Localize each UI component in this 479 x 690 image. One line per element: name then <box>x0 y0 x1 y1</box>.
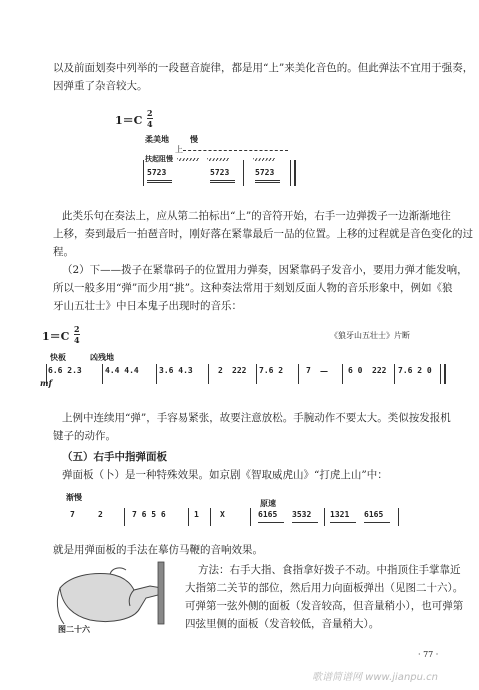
barline <box>243 160 244 186</box>
time-signature-num: 2 <box>147 108 153 118</box>
dynamic-marking: mf <box>40 378 52 388</box>
tempo-marking: 快板 <box>50 352 66 362</box>
underline <box>292 522 318 523</box>
paragraph-line: 方法：右手大指、食指拿好拨子不动。中指顶住手掌靠近 <box>198 564 461 576</box>
figure-26 <box>50 558 180 640</box>
barline <box>156 364 157 384</box>
note: 7 <box>306 366 311 375</box>
note: 222 <box>232 366 247 375</box>
paragraph-line: 可弹第一弦外侧的面板（发音较高，但音量稍小），也可弹第 <box>185 600 464 612</box>
watermark: 歌谱简谱网 www.jianpu.cn <box>312 672 438 683</box>
dash: — <box>320 366 328 376</box>
paragraph-line: 因弹重了杂音较大。 <box>53 80 148 92</box>
barline <box>208 364 209 384</box>
key-signature: 1＝C <box>115 114 143 127</box>
music-example-2 <box>40 322 460 390</box>
hand-illustration <box>50 558 180 628</box>
tempo-marking-2: 慢 <box>190 134 198 144</box>
note: 7 6 5 6 <box>132 510 166 519</box>
note: 2 <box>218 366 223 375</box>
underline <box>255 180 280 181</box>
paragraph-line: 大指第二关节的部位，然后用力向面板弹出（见图二十六）。 <box>185 582 464 594</box>
barline <box>398 508 399 526</box>
tremolo-mark <box>207 158 229 161</box>
paragraph-line: 此类乐句在奏法上，应从第二拍标出“上”的音符开始，右手一边弹拨子一边渐渐地往 <box>62 210 451 222</box>
paragraph-line: （2）下——拨子在紧靠码子的位置用力弹奏，因紧靠码子发音小，要用力弹才能发响， <box>62 264 468 276</box>
tempo-marking-2: 原速 <box>260 498 276 508</box>
source-title: 《狼牙山五壮士》片断 <box>330 331 410 340</box>
note: 7 <box>70 510 75 519</box>
note: 222 <box>372 366 387 375</box>
barline <box>342 364 343 384</box>
note-group: 5723 <box>147 168 167 177</box>
mark-up: 上 <box>175 145 183 154</box>
tremolo-mark <box>177 158 199 161</box>
paragraph-line: 程。 <box>53 246 74 258</box>
underline <box>330 522 356 523</box>
time-signature-den: 4 <box>147 119 153 129</box>
barline-end <box>444 364 446 384</box>
barline <box>124 508 125 526</box>
music-example-1 <box>115 108 365 188</box>
section-heading: （五）右手中指弹面板 <box>62 451 167 463</box>
note-group: 5723 <box>210 168 230 177</box>
barline <box>102 364 103 384</box>
tremolo-mark <box>253 158 275 161</box>
underline <box>210 182 235 183</box>
paragraph-line: 四弦里侧的面板（发音较低，音量稍大）。 <box>185 618 380 630</box>
barline <box>290 160 291 186</box>
note: 1321 <box>330 510 350 519</box>
paragraph-line: 弹面板（卜）是一种特殊效果。如京剧《智取威虎山》“打虎上山”中： <box>62 469 388 481</box>
barline <box>143 160 144 186</box>
note: 3.6 4.3 <box>159 366 193 375</box>
time-signature-den: 4 <box>74 335 80 345</box>
music-example-3 <box>60 490 420 534</box>
barline <box>324 508 325 526</box>
note: 7.6 2 0 <box>398 366 432 375</box>
paragraph-line: 以及前面划奏中列举的一段琶音旋律，都是用“上”来美化音色的。但此弹法不宜用于强奏， <box>53 62 474 74</box>
tempo-marking: 柔美地 <box>145 134 169 144</box>
barline <box>210 508 211 526</box>
paragraph-line: 牙山五壮士》中日本鬼子出现时的音乐： <box>53 300 242 312</box>
note: 6165 <box>258 510 278 519</box>
paragraph-line: 上移，奏到最后一拍琶音时，刚好落在紧靠最后一品的位置。上移的过程就是音色变化的过 <box>53 228 473 240</box>
underline <box>258 522 284 523</box>
page-number: · 77 · <box>418 650 439 659</box>
barline <box>394 364 395 384</box>
tempo-marking: 渐慢 <box>66 492 82 502</box>
note: 2 <box>98 510 103 519</box>
note: X <box>220 510 225 519</box>
paragraph-line: 上例中连续用“弹”，手容易紧张，故要注意放松。手腕动作不要太大。类似按发报机 <box>62 412 451 424</box>
tempo-marking-2: 凶残地 <box>90 352 114 362</box>
technique-marking: 扶起阻慢 <box>145 154 173 163</box>
paragraph-line: 键子的动作。 <box>53 430 116 442</box>
dashed-line <box>183 150 288 151</box>
note: 6.6 2.3 <box>48 366 82 375</box>
key-signature: 1＝C <box>42 330 70 343</box>
underline <box>364 522 390 523</box>
underline <box>255 182 280 183</box>
barline-end <box>294 160 296 186</box>
underline <box>147 182 172 183</box>
note-group: 5723 <box>255 168 275 177</box>
note: 6 0 <box>348 366 363 375</box>
note: 1 <box>194 510 199 519</box>
barline <box>256 364 257 384</box>
barline <box>440 364 441 384</box>
figure-caption: 图二十六 <box>58 624 90 634</box>
barline <box>298 364 299 384</box>
paragraph-line: 就是用弹面板的手法在摹仿马鞭的音响效果。 <box>53 544 263 556</box>
barline <box>188 508 189 526</box>
barline <box>250 508 251 526</box>
note: 7.6 2 <box>259 366 284 375</box>
underline <box>147 180 172 181</box>
time-signature-num: 2 <box>74 324 80 334</box>
note: 6165 <box>364 510 384 519</box>
underline <box>210 180 235 181</box>
paragraph-line: 所以一般多用“弹”而少用“挑”。这种奏法常用于刻划反面人物的音乐形象中，例如《狼 <box>53 282 453 294</box>
note: 3532 <box>292 510 312 519</box>
note: 4.4 4.4 <box>105 366 139 375</box>
